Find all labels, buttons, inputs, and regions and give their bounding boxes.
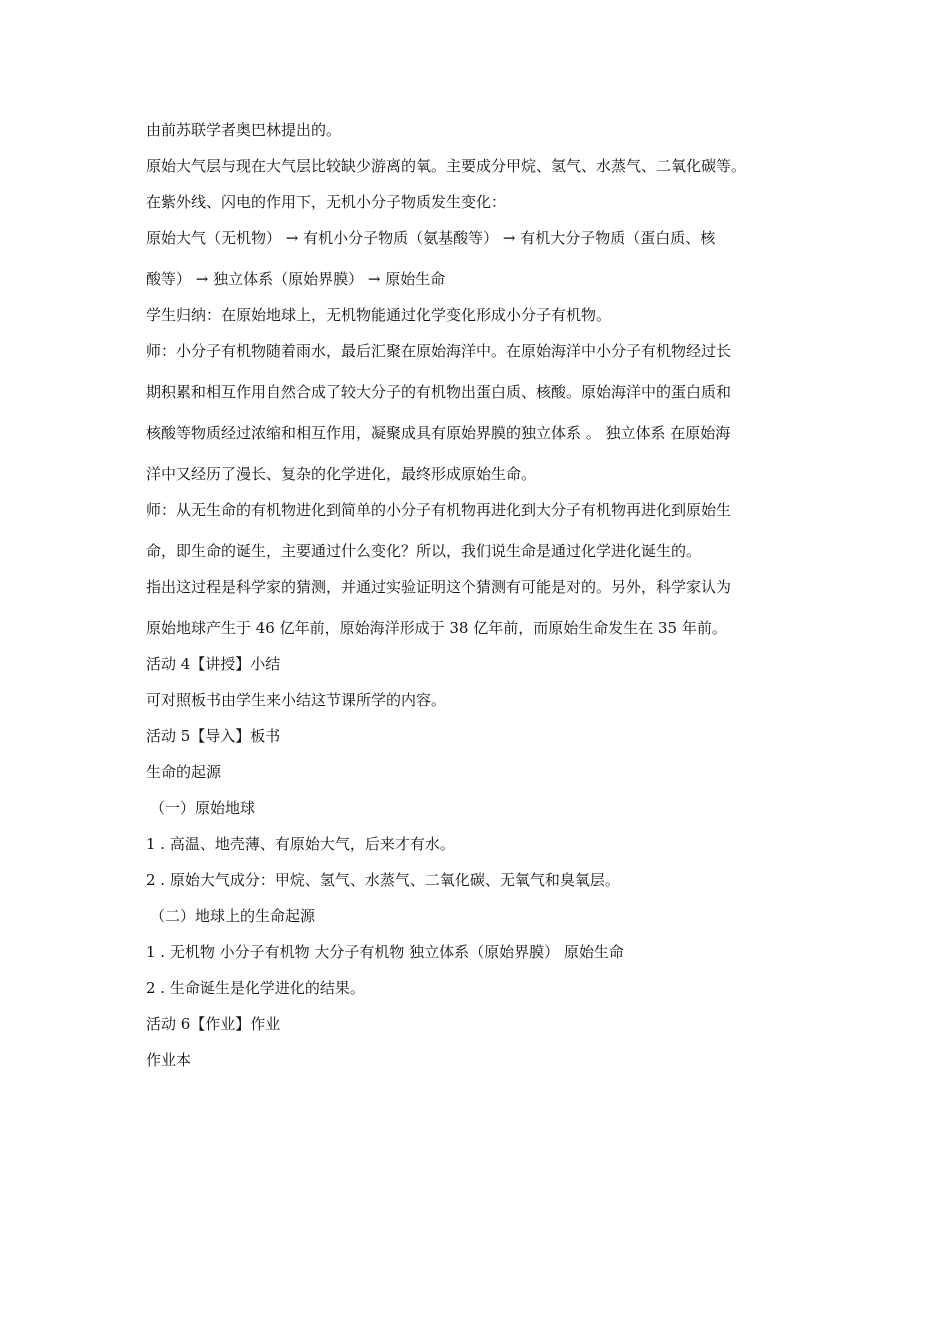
text-line-uv-lightning: 在紫外线、闪电的作用下，无机小分子物质发生变化： <box>146 193 507 211</box>
board-item-2-2: 2 . 生命诞生是化学进化的结果。 <box>146 979 365 997</box>
section-heading-activity-5: 活动 5【导入】板书 <box>146 727 281 745</box>
text-line-evolution-chain-1: 原始大气（无机物） → 有机小分子物质（氨基酸等） → 有机大分子物质（蛋白质、核 <box>146 229 716 247</box>
board-subheading-2: （二）地球上的生命起源 <box>150 907 316 925</box>
text-line-teacher-1b: 期积累和相互作用自然合成了较大分子的有机物出蛋白质、核酸。原始海洋中的蛋白质和 <box>146 383 732 401</box>
text-line-hypothesis-a: 指出这过程是科学家的猜测，并通过实验证明这个猜测有可能是对的。另外，科学家认为 <box>146 578 732 596</box>
board-item-2-1: 1 . 无机物 小分子有机物 大分子有机物 独立体系（原始界膜） 原始生命 <box>146 943 624 961</box>
text-line-activity-4-body: 可对照板书由学生来小结这节课所学的内容。 <box>146 691 447 709</box>
text-line-hypothesis-b: 原始地球产生于 46 亿年前，原始海洋形成于 38 亿年前，而原始生命发生在 35 年前。 <box>146 619 727 637</box>
text-line-teacher-2a: 师：从无生命的有机物进化到简单的小分子有机物再进化到大分子有机物再进化到原始生 <box>146 501 732 519</box>
text-line-primitive-atmosphere: 原始大气层与现在大气层比较缺少游离的氧。主要成分甲烷、氢气、水蒸气、二氧化碳等。 <box>146 157 747 175</box>
text-line-teacher-1d: 洋中又经历了漫长、复杂的化学进化，最终形成原始生命。 <box>146 465 537 483</box>
section-heading-activity-6: 活动 6【作业】作业 <box>146 1015 281 1033</box>
board-subheading-1: （一）原始地球 <box>150 799 256 817</box>
board-title: 生命的起源 <box>146 763 222 781</box>
section-heading-activity-4: 活动 4【讲授】小结 <box>146 655 281 673</box>
text-line-homework: 作业本 <box>146 1051 192 1069</box>
text-line-teacher-1a: 师：小分子有机物随着雨水，最后汇聚在原始海洋中。在原始海洋中小分子有机物经过长 <box>146 342 732 360</box>
text-line-student-summary: 学生归纳：在原始地球上，无机物能通过化学变化形成小分子有机物。 <box>146 306 612 324</box>
text-line-teacher-2b: 命，即生命的诞生，主要通过什么变化？所以，我们说生命是通过化学进化诞生的。 <box>146 542 702 560</box>
text-line-origin-proposer: 由前苏联学者奥巴林提出的。 <box>146 121 342 139</box>
text-line-evolution-chain-2: 酸等） → 独立体系（原始界膜） → 原始生命 <box>146 270 446 288</box>
board-item-1-1: 1 . 高温、地壳薄、有原始大气，后来才有水。 <box>146 835 455 853</box>
document-body <box>146 120 826 1070</box>
board-item-1-2: 2 . 原始大气成分：甲烷、氢气、水蒸气、二氧化碳、无氧气和臭氧层。 <box>146 871 620 889</box>
text-line-teacher-1c: 核酸等物质经过浓缩和相互作用，凝聚成具有原始界膜的独立体系 。 独立体系 在原始海 <box>146 424 731 442</box>
